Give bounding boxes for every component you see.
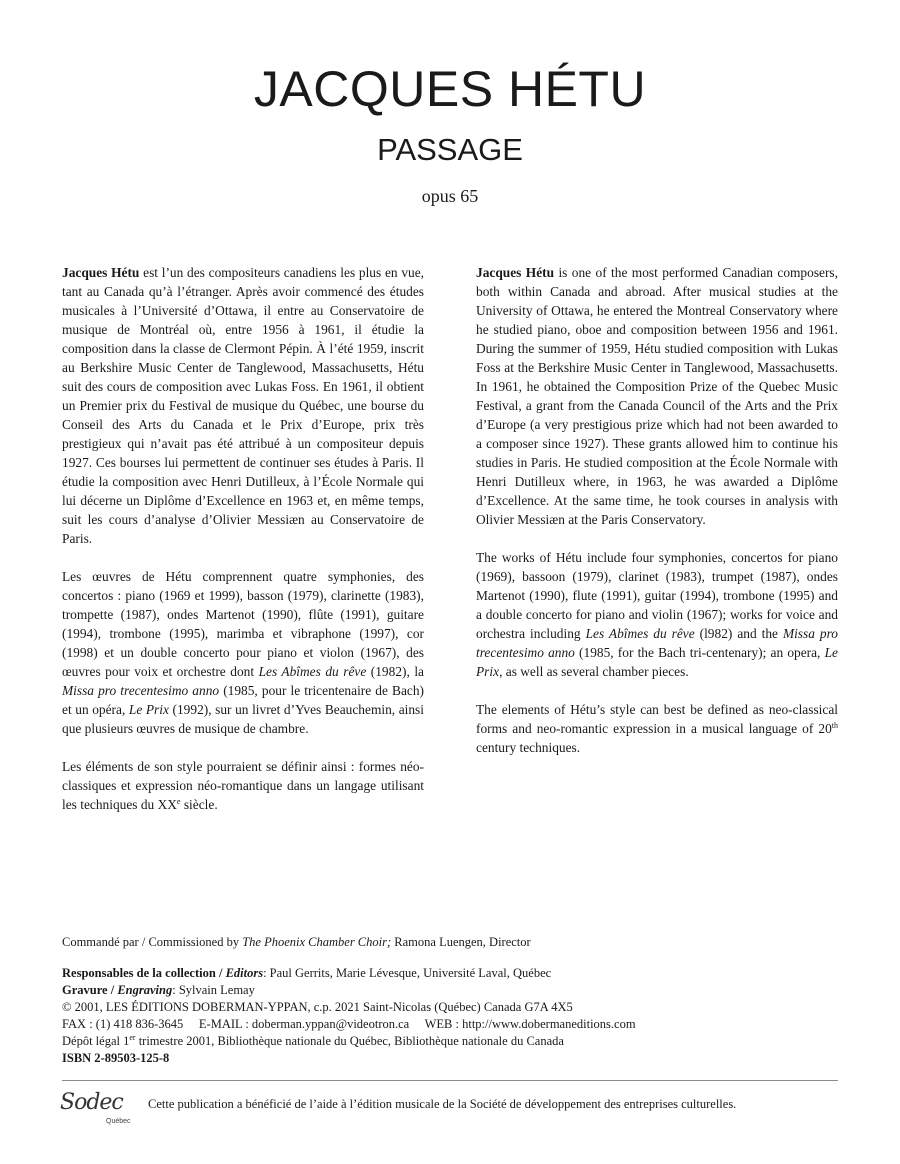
publication-credits xyxy=(62,965,842,1067)
composer-name-bold: Jacques Hétu xyxy=(476,265,555,280)
english-paragraph-2: The works of Hétu include four symphonies, concertos for piano (1969), bassoon (1979), clarinet (1983), trumpet (1987), ondes Martenot (1990), flute (1991), guitar (1994), trombone (1995) and a double concerto for piano and violin (1967); works for voice and orchestra including Les Abîmes du rêve (l982) and the Missa pro trecentesimo anno (1985, for the Bach tri-centenary); an opera, Le Prix, as well as several chamber pieces. xyxy=(476,550,838,679)
opus-number: opus 65 xyxy=(421,186,479,206)
legal-deposit-line: Dépôt légal 1er trimestre 2001, Bibliothèque nationale du Québec, Bibliothèque nationale du Canada xyxy=(62,1033,564,1048)
english-paragraph-3: The elements of Hétu’s style can best be defined as neo-classical forms and neo-romantic expression in a musical language of 20th century techniques. xyxy=(476,702,838,755)
english-paragraph-1: Jacques Hétu is one of the most performed Canadian composers, both within Canada and abroad. After musical studies at the University of Ottawa, he entered the Montreal Conservatory where he studied piano, oboe and composition between 1956 and 1961. During the summer of 1959, Hétu studied composition with Lukas Foss at the Berkshire Music Center in Tanglewood, Massachusetts. In 1961, he obtained the Composition Prize of the Quebec Music Festival, a grant from the Canada Council of the Arts and the Prix d’Europe (a very prestigious prize which had not been awarded to a composer since 1927). These grants allowed him to continue his studies in Paris. He studied composition at the École Normale with Henri Dutilleux where, in 1963, he was awarded a Diplôme d’Excellence. At the same time, he took courses in analysis with Olivier Messiæn at the Paris Conservatory. xyxy=(476,265,838,527)
editors-line: Responsables de la collection / Editors: Paul Gerrits, Marie Lévesque, Université Laval, Québec xyxy=(62,966,552,980)
french-paragraph-1: Jacques Hétu est l’un des compositeurs canadiens les plus en vue, tant au Canada qu’à l’étranger. Après avoir commencé des études musicales à l’Université d’Ottawa, il entre au Conservatoire de musique de Montréal où, entre 1956 à 1961, il étudie la composition dans la classe de Clermont Pépin. À l’été 1959, inscrit au Berkshire Music Center de Tanglewood, Massachusetts, Hétu suit des cours de composition avec Lukas Foss. En 1961, il obtient un Premier prix du Festival de musique du Québec, une bourse du Conseil des Arts du Canada et le Prix d’Europe, prix très prestigieux qui n’avait pas été attribué à un compositeur depuis 1927. Ces bourses lui permettent de continuer ses études à Paris. Il étudie la composition avec Henri Dutilleux, à l’École Normale qui lui décerne un Diplôme d’Excellence en 1963 et, en même temps, suit les cours d’analyse d’Olivier Messiæn au Conservatoire de Paris. xyxy=(62,265,425,546)
contact-line: FAX : (1) 418 836-3645 E-MAIL : doberman.yppan@videotron.ca WEB : http://www.dobermaneditions.com xyxy=(62,1017,636,1031)
composer-name-bold: Jacques Hétu xyxy=(62,265,140,280)
sodec-logo: Sodec Québec xyxy=(60,1090,131,1125)
composer-name: JACQUES HÉTU xyxy=(253,61,647,117)
commission-credit: Commandé par / Commissioned by The Phoenix Chamber Choir; Ramona Luengen, Director xyxy=(62,935,531,949)
english-biography xyxy=(476,263,838,776)
footer-divider xyxy=(62,1080,838,1081)
funding-note: Cette publication a bénéficié de l’aide à l’édition musicale de la Société de développement des entreprises culturelles. xyxy=(148,1097,737,1111)
work-title: PASSAGE xyxy=(377,132,523,167)
french-paragraph-2: Les œuvres de Hétu comprennent quatre symphonies, des concertos : piano (1969 et 1999), basson (1979), clarinette (1983), trompette (1987), ondes Martenot (1990), flûte (1991), guitare (1994), trombone (1995), marimba et vibraphone (1997), cor (1998) et un double concerto pour piano et violon (1967), des œuvres pour voix et orchestre dont Les Abîmes du rêve (1982), la Missa pro trecentesimo anno (1985, pour le tricentenaire de Bach) et un opéra, Le Prix (1992), sur un livret d’Yves Beauchemin, ainsi que plusieurs œuvres de musique de chambre. xyxy=(62,569,424,736)
french-paragraph-3: Les éléments de son style pourraient se définir ainsi : formes néo-classiques et expression néo-romantique dans un langage utilisant les techniques du XXe siècle. xyxy=(62,759,424,812)
isbn-line: ISBN 2-89503-125-8 xyxy=(62,1051,170,1065)
engraving-line: Gravure / Engraving: Sylvain Lemay xyxy=(62,983,255,997)
copyright-line: © 2001, LES ÉDITIONS DOBERMAN-YPPAN, c.p. 2021 Saint-Nicolas (Québec) Canada G7A 4X5 xyxy=(62,1000,573,1014)
french-biography xyxy=(62,263,424,833)
